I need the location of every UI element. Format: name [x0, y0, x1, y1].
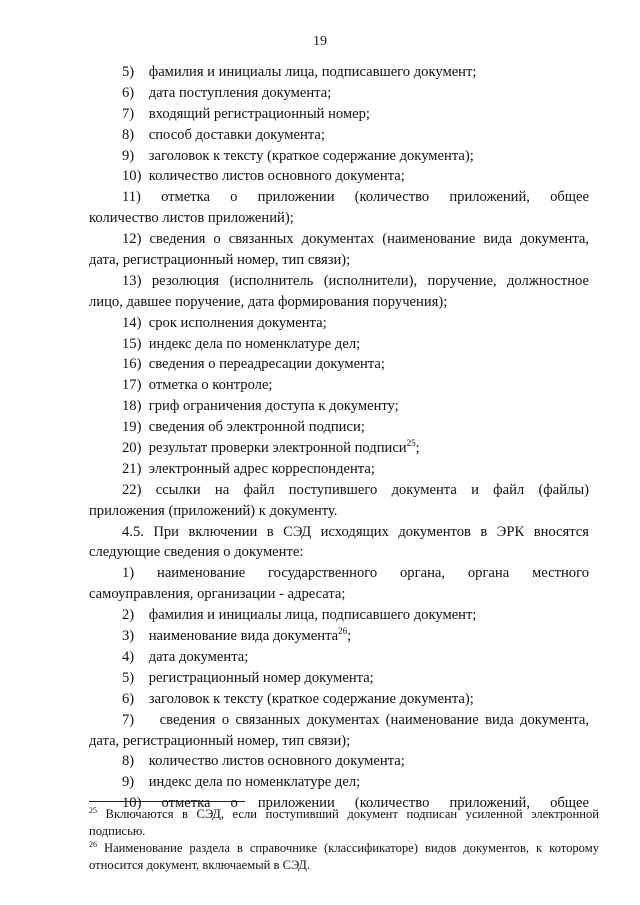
list-item: 22) ссылки на файл поступившего документа и файл (файлы) [122, 481, 589, 498]
list-item-continuation: самоуправления, организации - адресата; [89, 586, 346, 603]
footnote-number: 25 [89, 806, 97, 815]
list-item: 10) количество листов основного документа; [122, 168, 405, 185]
list-item: 5) регистрационный номер документа; [122, 669, 374, 686]
list-item: 8) способ доставки документа; [122, 126, 325, 143]
list-item-end: ; [415, 440, 420, 457]
list-item [89, 626, 589, 647]
list-item-end: ; [347, 628, 352, 645]
list-item: 17) отметка о контроле; [122, 377, 273, 394]
footnote-reference: 26 [338, 626, 348, 637]
section-paragraph-continuation: следующие сведения о документе: [89, 544, 304, 561]
list-item: 2) фамилия и инициалы лица, подписавшего документ; [122, 607, 477, 624]
list-item: 11) отметка о приложении (количество приложений, общее [122, 189, 589, 206]
footnote-text: Наименование раздела в справочнике (классификаторе) видов документов, к которому относится документ, включаемый в СЭД. [89, 841, 599, 872]
list-item: 5) фамилия и инициалы лица, подписавшего документ; [122, 64, 477, 80]
list-item: 15) индекс дела по номенклатуре дел; [122, 335, 361, 352]
list-item-text: 3) наименование вида документа [122, 628, 339, 645]
page-number: 19 [313, 34, 327, 49]
footnote-number: 26 [89, 840, 97, 849]
list-item: 7) сведения о связанных документах (наименование вида документа, [122, 711, 589, 728]
list-item: 9) индекс дела по номенклатуре дел; [122, 774, 361, 791]
list-item: 18) гриф ограничения доступа к документу; [122, 398, 399, 415]
list-item-continuation: дата, регистрационный номер, тип связи); [89, 252, 351, 269]
section-paragraph: 4.5. При включении в СЭД исходящих документов в ЭРК вносятся [122, 523, 589, 540]
footnote-separator [89, 801, 245, 802]
list-item: 13) резолюция (исполнитель (исполнители), поручение, должностное [122, 272, 589, 289]
footnotes [89, 806, 599, 874]
list-item [89, 438, 589, 459]
list-item: 4) дата документа; [122, 648, 249, 665]
list-item: 12) сведения о связанных документах (наименование вида документа, [122, 231, 589, 248]
footnote-reference: 25 [406, 438, 416, 449]
list-item: 14) срок исполнения документа; [122, 314, 327, 331]
list-item: 1) наименование государственного органа, органа местного [122, 565, 589, 582]
list-item: 19) сведения об электронной подписи; [122, 419, 365, 436]
list-item-continuation: количество листов приложений); [89, 210, 294, 227]
list-item: 6) дата поступления документа; [122, 84, 332, 101]
main-text [89, 62, 589, 814]
list-item: 7) входящий регистрационный номер; [122, 105, 370, 122]
list-item: 9) заголовок к тексту (краткое содержание документа); [122, 147, 474, 164]
list-item: 8) количество листов основного документа; [122, 753, 405, 770]
list-item-continuation: лицо, давшее поручение, дата формирования поручения); [89, 293, 448, 310]
list-item: 10) отметка о приложении (количество приложений, общее [122, 795, 589, 812]
list-item: 6) заголовок к тексту (краткое содержание документа); [122, 690, 474, 707]
list-item-continuation: приложения (приложений) к документу. [89, 502, 338, 519]
footnote [89, 840, 599, 874]
list-item: 21) электронный адрес корреспондента; [122, 460, 375, 477]
list-item-continuation: дата, регистрационный номер, тип связи); [89, 732, 351, 749]
list-item: 16) сведения о переадресации документа; [122, 356, 385, 373]
footnote [89, 806, 599, 840]
footnote-text: Включаются в СЭД, если поступивший документ подписан усиленной электронной подписью. [89, 807, 599, 838]
list-item-text: 20) результат проверки электронной подписи [122, 440, 407, 457]
